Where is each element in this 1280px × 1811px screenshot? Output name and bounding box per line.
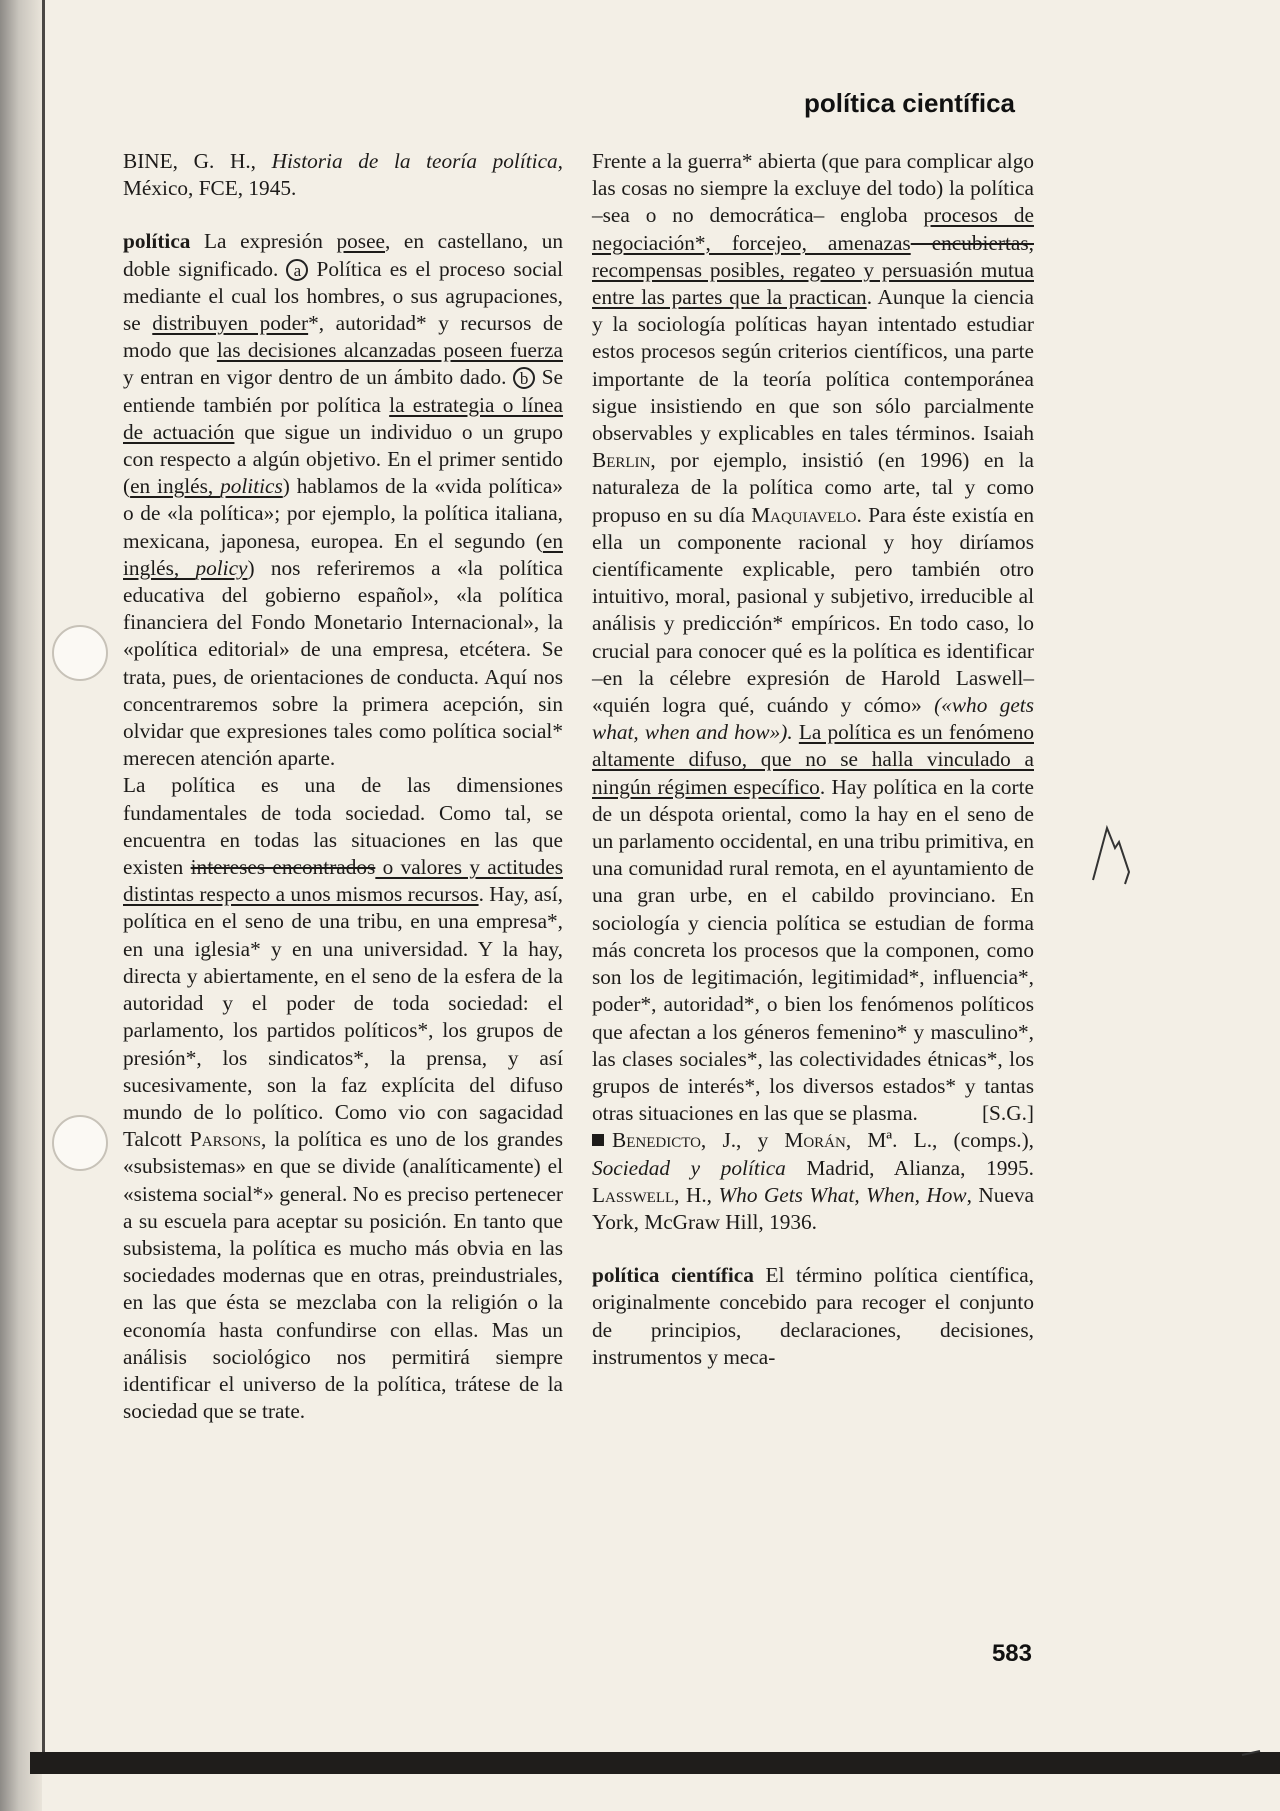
ref-author: BINE, G. H., bbox=[123, 149, 256, 173]
bibliography-reference bbox=[123, 148, 563, 202]
ref-publisher: México, FCE, 1945. bbox=[123, 176, 297, 201]
handwritten-mark-a: a bbox=[286, 259, 308, 281]
punch-hole-lower bbox=[52, 1115, 108, 1171]
entry-term: política científica bbox=[592, 1263, 754, 1288]
paragraph-dimensions: La política es una de las dimensiones fundamentales de toda sociedad. Como tal, se encuentra en todas las situaciones en las que existen intereses encontrados o valores y actitudes distintas respecto a unos mismos recursos. Hay, así, política en el seno de una tribu, en una empresa*, en una iglesia* y en una universidad. Y la hay, directa y abiertamente, en el seno de la esfera de la autoridad y el poder de toda sociedad: el parlamento, los partidos políticos*, los grupos de presión*, los sindicatos*, la prensa, y así sucesivamente, son la faz explícita del difuso mundo de lo político. Como vio con sagacidad Talcott Parsons, la política es uno de los grandes «subsistemas» en que se divide (analíticamente) el «sistema social*» general. No es preciso pertenecer a su escuela para aceptar su posición. En tanto que subsistema, la política es mucho más obvia en las sociedades modernas que en otras, preindustriales, en las que ésta se mezclaba con la religión o la economía hasta confundirse con ellas. Mas un análisis sociológico nos permitirá siempre identificar el universo de la política, trátese de la sociedad que se trate. bbox=[123, 773, 563, 1424]
entry-politica: política La expresión posee, en castellano, un doble significado. a Política es el proceso social mediante el cual los hombres, o sus agrupaciones, se distribuyen poder*, autoridad* y recursos de modo que las decisiones alcanzadas poseen fuerza y entran en vigor dentro de un ámbito dado. b Se entiende también por política la estrategia o línea de actuación que sigue un individuo o un grupo con respecto a algún objetivo. En el primer sentido (en inglés, politics) hablamos de la «vida política» o de «la política»; por ejemplo, la política italiana, mexicana, japonesa, europea. En el segundo (en inglés, policy) nos referiremos a «la política educativa del gobierno español», «la política financiera del Fondo Monetario Internacional», la «política editorial» de una empresa, etcétera. Se trata, pues, de orientaciones de conducta. Aquí nos concentraremos sobre la primera acepción, sin olvidar que expresiones tales como política social* merecen atención aparte. bbox=[123, 229, 564, 771]
bibliography-block: Benedicto, J., y Morán, Mª. L., (comps.), Sociedad y política Madrid, Alianza, 1995. Lasswell, H., Who Gets What, When, How, Nueva York, McGraw Hill, 1936. bbox=[592, 1128, 1034, 1234]
scan-bottom-edge bbox=[30, 1752, 1280, 1774]
scan-artifact-mark bbox=[1240, 1745, 1264, 1759]
handwritten-mark-b: b bbox=[513, 367, 535, 389]
left-column bbox=[123, 148, 563, 1425]
binding-edge bbox=[42, 0, 45, 1770]
entry-term: política bbox=[123, 229, 191, 254]
paragraph-guerra: Frente a la guerra* abierta (que para complicar algo las cosas no siempre la excluye del todo) la política –sea o no democrática– engloba procesos de negociación*, forcejeo, amenazas encubiertas, recompensas posibles, regateo y persuasión mutua entre las partes que la practican. Aunque la ciencia y la sociología políticas hayan intentado estudiar estos procesos según criterios científicos, una parte importante de la teoría política contemporánea sigue insistiendo en que son sólo parcialmente observables y explicables en tales términos. Isaiah Berlin, por ejemplo, insistió (en 1996) en la naturaleza de la política como arte, tal y como propuso en su día Maquiavelo. Para éste existía en ella un componente racional y hoy diríamos científicamente explicable, pero también otro intuitivo, moral, pasional y subjetivo, irreducible al análisis y predicción* empíricos. En todo caso, lo crucial para conocer qué es la política es identificar –en la célebre expresión de Harold Laswell– «quién logra qué, cuándo y cómo» («who gets what, when and how»). La política es un fenómeno altamente difuso, que no se halla vinculado a ningún régimen específico. Hay política en la corte de un déspota oriental, como la hay en el seno de un parlamento occidental, en una tribu primitiva, en una comunidad rural remota, en el ayuntamiento de una gran urbe, en el cabildo provinciano. En sociología y ciencia política se estudian de forma más concreta los procesos que la componen, como son los de legitimación, legitimidad*, influencia*, poder*, autoridad*, o bien los fenómenos políticos que afectan a los géneros femenino* y masculino*, las clases sociales*, las colectividades étnicas*, los grupos de interés*, los diversos estados* y tantas otras situaciones en las que se plasma. [S.G.] bbox=[592, 148, 1034, 1127]
bibliography-bullet-icon bbox=[592, 1134, 604, 1146]
entry-politica-cientifica: política científica El término política científica, originalmente concebido para recoger el conjunto de principios, declaraciones, decisiones, instrumentos y meca- bbox=[592, 1263, 1034, 1369]
running-header: política científica bbox=[804, 88, 1015, 118]
handwritten-margin-mark bbox=[1085, 820, 1145, 890]
ref-title: Historia de la teoría política, bbox=[271, 149, 563, 173]
page-number: 583 bbox=[991, 1640, 1032, 1667]
author-initials: [S.G.] bbox=[981, 1101, 1034, 1126]
right-column bbox=[592, 148, 1034, 1371]
punch-hole-upper bbox=[52, 625, 108, 681]
binding-shadow bbox=[0, 0, 42, 1811]
